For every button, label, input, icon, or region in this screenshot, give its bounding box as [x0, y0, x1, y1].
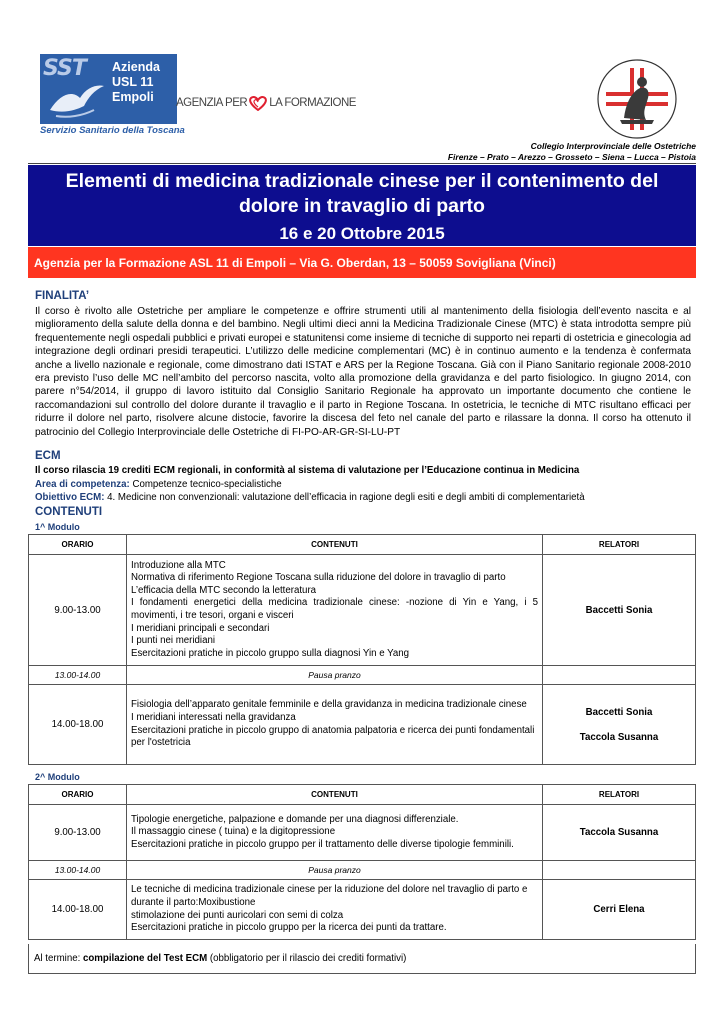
content-line: I punti nei meridiani	[131, 635, 216, 647]
relatori-cell: Taccola Susanna	[543, 805, 696, 861]
orario-cell: 14.00-18.00	[29, 685, 127, 765]
table-header-row	[29, 785, 696, 805]
table-row	[29, 555, 696, 666]
content-line: I meridiani interessati nella gravidanza	[131, 711, 296, 723]
table-row	[29, 685, 696, 765]
relatori-cell: Baccetti Sonia	[543, 555, 696, 666]
sst-bird-icon	[46, 80, 106, 122]
modulo1-title: 1^ Modulo	[35, 522, 80, 532]
finalita-text: Il corso è rivolto alle Ostetriche per ampliare le competenze e offrire strumenti utili al mantenimento della fisiologia dell’evento nascita e al miglioramento della salute della donna e del bambino. Negli ultimi dieci anni la Medicina Tradizionale Cinese (MTC) è stata introdotta sempre più frequentemente negli ospedali pubblici e privati europei e statunitensi come insieme di tecniche di supporto nei reparti di ostetricia e ginecologia ad integrazione degli ordinari presidi terapeutici. L’utilizzo delle medicine complementari (MC) è in continuo aumento e la tendenza è confermata anche a livello nazionale e regionale, come dimostrano dati ISTAT e ARS per la Regione Toscana. Già con il Piano Sanitario regionale 2008-2010 era previsto l’uso delle MC nell’ambito del percorso nascita, volto alla promozione della gravidanza e del parto fisiologico. In giugno 2014, con parere n°54/2014, il gruppo di lavoro istituito dal Consiglio Sanitario Regionale ha approvato un importante documento che contiene le raccomandazioni sul controllo del dolore durante il travaglio e il parto in Regione Toscana. In ostetricia, le tecniche di MTC risultano efficaci per ridurre il dolore nel parto, risolvere alcune distocie, favorire la discesa del feto nel canale del parto e rilassare la donna. Il corso ha ottenuto il patrocinio del Collegio Interprovinciale delle Ostetriche di FI-PO-AR-GR-SI-LU-PT	[35, 306, 691, 438]
course-title: Elementi di medicina tradizionale cinese per il contenimento del dolore in travaglio di parto	[65, 170, 659, 217]
final-prefix: Al termine:	[34, 953, 83, 964]
collegio-cities: Firenze – Prato – Arezzo – Grosseto – Siena – Lucca – Pistoia	[447, 152, 696, 162]
pausa-orario: 13.00-14.00	[29, 666, 127, 685]
header-relatori: RELATORI	[543, 535, 696, 555]
orario-cell: 9.00-13.00	[29, 805, 127, 861]
orario-cell: 9.00-13.00	[29, 555, 127, 666]
header-divider	[28, 163, 696, 164]
content-line: Esercitazioni pratiche in piccolo gruppo per la ricerca dei punti da trattare.	[131, 922, 447, 934]
header-contenuti: CONTENUTI	[127, 785, 543, 805]
contenuti-heading: CONTENUTI	[35, 506, 103, 518]
pausa-orario: 13.00-14.00	[29, 861, 127, 880]
title-banner	[28, 165, 696, 246]
header-contenuti: CONTENUTI	[127, 535, 543, 555]
content-line: I fondamenti energetici della medicina tradizionale cinese: -nozione di Yin e Yang, i 5 movimenti, i tre tesori, organi e visceri	[131, 597, 538, 621]
content-line: Esercitazioni pratiche in piccolo gruppo di anatomia palpatoria e ricerca dei punti fondamentali per l'ostetricia	[131, 724, 535, 749]
sst-logo-block	[40, 54, 177, 124]
sst-azienda-name: Azienda USL 11 Empoli	[112, 60, 160, 104]
content-line: Introduzione alla MTC	[131, 559, 226, 571]
agenzia-left-text: AGENZIA PER	[176, 97, 248, 109]
content-line: Le tecniche di medicina tradizionale cinese per la riduzione del dolore nel travaglio di parto e durante il parto:Moxibustione	[131, 884, 528, 908]
collegio-name: Collegio Interprovinciale delle Ostetriche	[530, 141, 696, 151]
ecm-obiettivo-label: Obiettivo ECM:	[35, 492, 105, 503]
ecm-area	[35, 479, 282, 490]
ecm-obiettivo-value: 4. Medicine non convenzionali: valutazione dell’efficacia in ragione degli esiti e degli ambiti di complementarietà	[104, 492, 585, 503]
venue-bar: Agenzia per la Formazione ASL 11 di Empoli – Via G. Oberdan, 13 – 50059 Sovigliana (Vinci)	[28, 247, 696, 278]
agenzia-right-text: LA FORMAZIONE	[269, 97, 356, 109]
ecm-obiettivo	[35, 492, 585, 503]
relatore-name: Taccola Susanna	[579, 731, 659, 743]
sst-subtitle: Servizio Sanitario della Toscana	[40, 125, 185, 136]
heart-icon	[248, 95, 268, 111]
content-line: Il massaggio cinese ( tuina) e la digitopressione	[131, 826, 336, 838]
content-line: Normativa di riferimento Regione Toscana sulla riduzione del dolore in travaglio di parto	[131, 572, 506, 584]
modulo2-title: 2^ Modulo	[35, 772, 80, 782]
pausa-empty	[543, 666, 696, 685]
content-line: Esercitazioni pratiche in piccolo gruppo per il trattamento delle diverse tipologie femminili.	[131, 838, 514, 850]
header-relatori: RELATORI	[543, 785, 696, 805]
final-bold: compilazione del Test ECM	[83, 953, 208, 964]
relatori-cell	[543, 685, 696, 765]
header-orario: ORARIO	[29, 535, 127, 555]
sst-logo	[40, 54, 185, 138]
relatore-name: Baccetti Sonia	[585, 706, 653, 718]
final-suffix: (obbligatorio per il rilascio dei crediti formativi)	[207, 953, 407, 964]
course-dates: 16 e 20 Ottobre 2015	[279, 224, 445, 243]
sst-letters: SST	[43, 56, 86, 81]
collegio-seal-icon	[596, 58, 678, 140]
table-row	[29, 805, 696, 861]
pausa-empty	[543, 861, 696, 880]
contenuti-cell	[127, 555, 543, 666]
modulo2-table	[28, 784, 696, 940]
pausa-label: Pausa pranzo	[127, 861, 543, 880]
ecm-area-value: Competenze tecnico-specialistiche	[129, 479, 282, 490]
header-orario: ORARIO	[29, 785, 127, 805]
pausa-label: Pausa pranzo	[127, 666, 543, 685]
content-line: Fisiologia dell’apparato genitale femminile e della gravidanza in medicina tradizionale cinese	[131, 699, 527, 711]
table-row	[29, 880, 696, 940]
content-line: Esercitazioni pratiche in piccolo gruppo sulla diagnosi Yin e Yang	[131, 647, 410, 659]
pausa-row	[29, 861, 696, 880]
content-line: stimolazione dei punti auricolari con semi di colza	[131, 909, 344, 921]
contenuti-cell	[127, 685, 543, 765]
content-line: L’efficacia della MTC secondo la letteratura	[131, 584, 317, 596]
ecm-crediti: Il corso rilascia 19 crediti ECM regionali, in conformità al sistema di valutazione per l’Educazione continua in Medicina	[35, 465, 580, 476]
table-header-row	[29, 535, 696, 555]
orario-cell: 14.00-18.00	[29, 880, 127, 940]
ecm-heading: ECM	[35, 450, 61, 462]
contenuti-cell	[127, 805, 543, 861]
modulo1-table	[28, 534, 696, 765]
finalita-heading: FINALITA’	[35, 290, 90, 302]
relatori-cell: Cerri Elena	[543, 880, 696, 940]
final-note	[28, 944, 696, 974]
content-line: Tipologie energetiche, palpazione e domande per una diagnosi differenziale.	[131, 813, 459, 825]
ecm-area-label: Area di competenza:	[35, 479, 130, 490]
pausa-row	[29, 666, 696, 685]
content-line: I meridiani principali e secondari	[131, 622, 270, 634]
contenuti-cell	[127, 880, 543, 940]
agenzia-formazione-logo	[176, 95, 356, 111]
